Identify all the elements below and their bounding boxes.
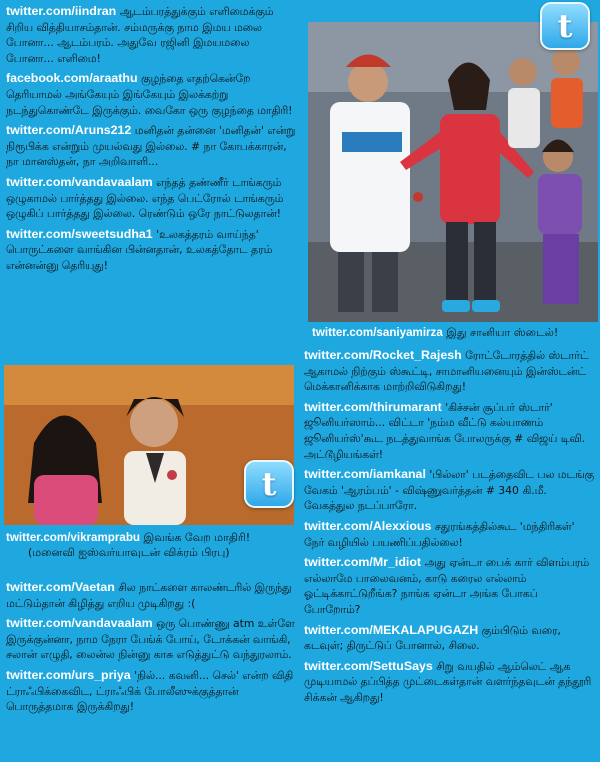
caption-handle[interactable]: twitter.com/vikramprabu [6,531,141,544]
post-text: 'உலகத்தரம் வாய்ந்த' பொருட்களை வாங்கின பின்னதான், உலகத்தோட தரம் என்னன்னு தெரியுது! [6,227,273,272]
post-vandavaalam-1 [6,175,296,222]
post-text: சிறு வயதில் ஆம்லெட் ஆக முடியாமல் தப்பித்த முட்டைகள்தான் வளர்ந்தவுடன் தந்தூரி சிக்கன் ஆகிறது! [304,659,592,704]
post-text: 'கிச்சன் சூப்பர் ஸ்டார்' ஜூனியர்ஸாம்... விட்டா 'நம்ம வீட்டு கல்யாணம் ஜூனியர்ஸ்'கூட நடத்துவாங்க போலருக்கு # விஜய் டிவி. அட்டூழியங்கள்! [304,400,586,461]
post-handle[interactable]: twitter.com/thirumarant [304,399,442,414]
post-handle[interactable]: twitter.com/vandavaalam [6,174,153,189]
post-handle[interactable]: twitter.com/MEKALAPUGAZH [304,622,479,637]
posts-col-top-left [6,4,296,279]
post-handle[interactable]: twitter.com/Aruns212 [6,123,132,138]
post-handle[interactable]: twitter.com/urs_priya [6,667,131,682]
post-settusays [304,659,596,706]
post-text: ஒரு பொண்ணு atm உள்ளே இருக்குன்னா, நாம நேரா பேங்க் போய், டோக்கன் வாங்கி, சலான் எழுதி, லைன்ல நின்னு காசு எடுத்துட்டு வந்துரலாம். [6,617,295,662]
post-handle[interactable]: twitter.com/sweetsudha1 [6,226,153,241]
sania-photo-art [308,22,598,322]
sania-caption [312,325,600,340]
caption-text: இது சானியா ஸ்டைல்! [442,326,559,339]
post-text: ரோட்டோரத்தில் ஸ்டார்ட் ஆகாமல் நிற்கும் ஸ்கூட்டி, சாமானியனையும் இன்ஸ்டன்ட் மெக்கானிக்காக மாற்றிவிடுகிறது! [304,349,589,394]
post-handle[interactable]: twitter.com/vandavaalam [6,616,153,631]
vikram-caption [6,530,296,560]
post-handle[interactable]: twitter.com/Mr_idiot [304,555,422,570]
post-text: மனிதன் தன்னை 'மனிதன்' என்று நிரூபிக்க என்றும் முயல்வது இல்லை. # நா கோபக்காரன், நா மானஸ்தன், நா அறிவாளி... [6,124,296,169]
post-vandavaalam-2 [6,616,296,663]
post-aruns212 [6,123,296,170]
post-mekalapugazh [304,623,596,654]
post-handle[interactable]: facebook.com/araathu [6,71,138,86]
post-text: குழந்தை எதற்கென்றே தெரியாமல் அங்கேயும் இங்கேயும் இலக்கற்று நடந்துகொண்டே இருக்கும். வைகோ ஒரு குழந்தை மாதிரி! [6,72,293,117]
post-handle[interactable]: twitter.com/Rocket_Rajesh [304,348,462,362]
post-araathu [6,71,296,118]
post-handle[interactable]: twitter.com/Alexxious [304,518,432,533]
post-handle[interactable]: twitter.com/SettuSays [304,658,433,673]
post-rocket-rajesh [304,348,596,395]
post-sweetsudha1 [6,227,296,274]
caption-subtitle: (மனைவி ஐஸ்வர்யாவுடன் விக்ரம் பிரபு) [28,546,230,559]
post-text: ஆடம்பரத்துக்கும் எளிமைக்கும் சிறிய வித்தியாசம்தான். சம்மருக்கு நாம இமய மலை போனா... ஆடம்பரம். அதுவே ரஜினி இமயமலை போனா... எளிமை! [6,5,274,65]
post-handle[interactable]: twitter.com/iindran [6,4,117,18]
post-thirumarant [304,400,596,462]
post-text: அது ஏன்டா பைக் கார் விளம்பரம் எல்லாமே பாலைவனம், காடு கரைல எல்லாம் ஓட்டிக்காட்டுறீங்க? நாங்க ஏன்டா அங்க போகப் போறோம்? [304,556,590,616]
post-urs-priya [6,668,296,715]
post-alexxious [304,519,596,550]
posts-col-bottom-left [6,580,296,720]
post-text: எந்தத் தண்ணீர் டாங்கரும் ஒழுகாமல் பார்த்தது இல்லை. எந்த பெட்ரோல் டாங்கரும் ஒழுகிப் பார்த்தது இல்லை. ரெண்டும் ஒரே நாட்டுலதான்! [6,175,284,221]
post-iamkanal [304,467,596,514]
post-iindran [6,4,296,66]
caption-handle[interactable]: twitter.com/saniyamirza [312,326,443,339]
posts-col-right [304,348,596,710]
post-text: சதுரங்கத்தில்கூட 'மந்திரிகள்' நேர் வழியில் பயணிப்பதில்லை! [304,519,575,549]
post-vaetan [6,580,296,611]
post-mr-idiot [304,555,596,617]
twitter-logo-icon: t [244,460,294,508]
post-handle[interactable]: twitter.com/iamkanal [304,467,426,482]
post-text: 'பில்லா' படத்தைவிட பல மடங்கு வேகம் 'ஆரம்பம்' - விஷ்ணுவர்த்தன் # 340 கி.மீ. வேகத்துல நடப்பாரோ. [304,468,595,513]
post-handle[interactable]: twitter.com/Vaetan [6,580,115,594]
twitter-logo-icon: t [540,2,590,50]
post-text: சில நாட்களை காலண்டரில் இருந்து மட்டும்தான் கிழித்து எறிய முடிகிறது :( [6,581,292,610]
post-text: கும்பிடும் வரை, கடவுள்; திருட்டுப் போனால், சிலை. [304,623,561,653]
caption-text: இவங்க வேற மாதிரி! [140,531,251,544]
photo-sania-mirza [308,22,598,339]
post-text: 'நில்... கவனி... செல்' என்ற விதி ட்ராஃபிக்கைவிட, ட்ராஃபிக் போலீஸுக்குத்தான் பொருத்தமாக இருக்கிறது! [6,668,294,714]
